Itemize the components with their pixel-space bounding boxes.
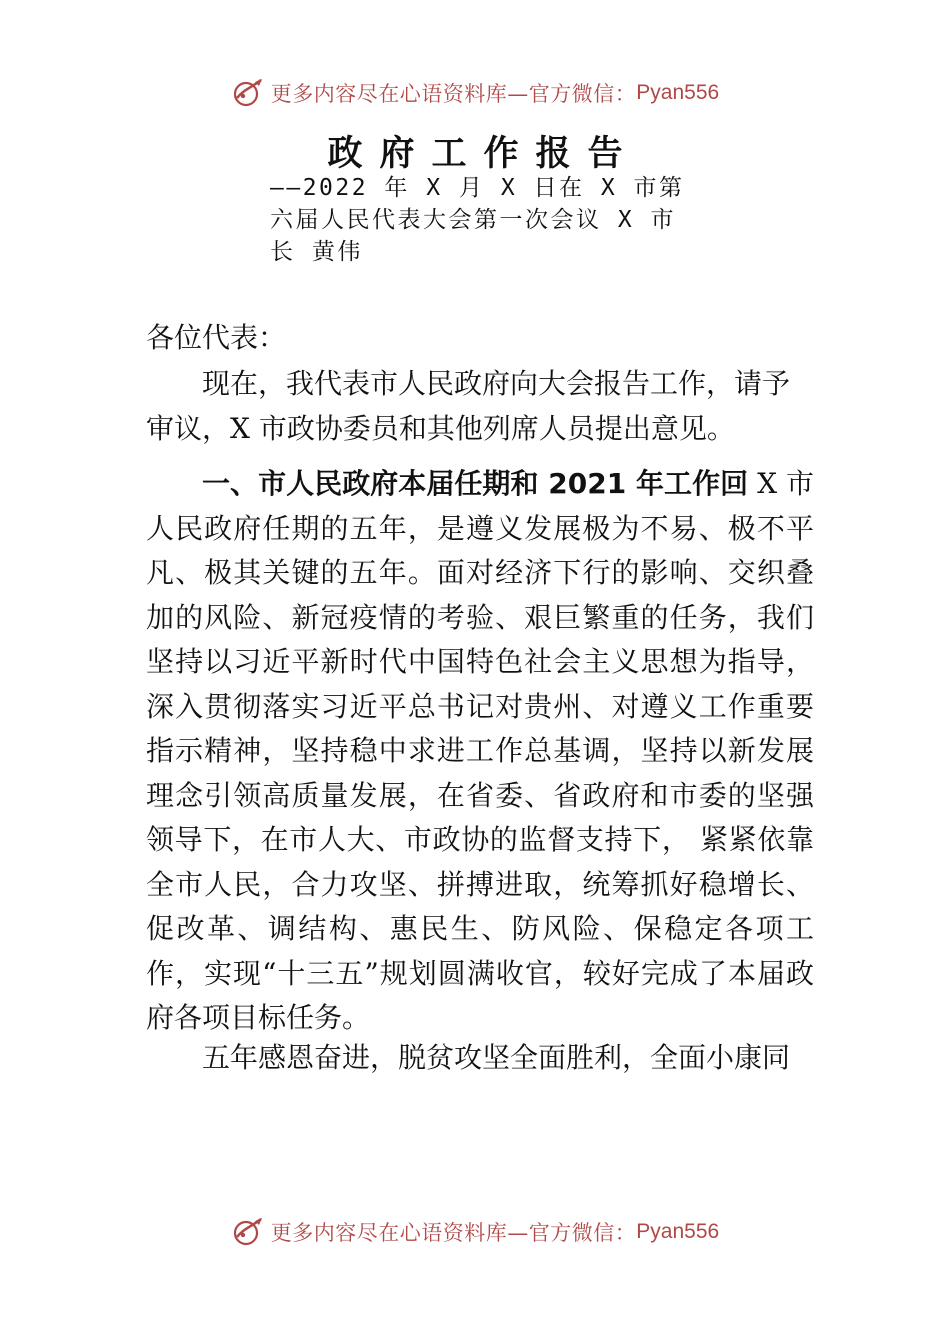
pen-logo-icon	[231, 1215, 265, 1249]
watermark-text: 更多内容尽在心语资料库—官方微信：	[270, 1221, 637, 1245]
watermark-top	[0, 73, 950, 113]
section1-heading: 一、市人民政府本届任期和 2021 年工作回	[202, 467, 749, 500]
watermark-text: 更多内容尽在心语资料库—官方微信：	[270, 82, 637, 106]
watermark-wechat-id: Pyan556	[636, 81, 720, 104]
paragraph-poverty: 五年感恩奋进，脱贫攻坚全面胜利，全面小康同	[202, 1041, 791, 1074]
watermark-bottom	[0, 1212, 950, 1252]
paragraph-intro: 现在，我代表市人民政府向大会报告工作，请予审议，X 市政协委员和其他列席人员提出意见。	[146, 367, 791, 445]
watermark-wechat-id: Pyan556	[636, 1220, 720, 1243]
section1-body: X 市人民政府任期的五年，是遵义发展极为不易、极不平凡、极其关键的五年。面对经济下行的影响、交织叠加的风险、新冠疫情的考验、艰巨繁重的任务，我们坚持以习近平新时代中国特色社会主义思想为指导，深入贯彻落实习近平总书记对贵州、对遵义工作重要指示精神，坚持稳中求进工作总基调，坚持以新发展理念引领高质量发展，在省委、省政府和市委的坚强领导下，在市人大、市政协的监督支持下， 紧紧依靠全市人民，合力攻坚、拼搏进取，统筹抓好稳增长、促改革、调结构、惠民生、防风险、保稳定各项工作，实现“十三五”规划圆满收官，较好完成了本届政府各项目标任务。	[146, 467, 814, 1034]
pen-logo-icon	[231, 76, 265, 110]
salutation: 各位代表：	[146, 321, 287, 354]
paragraph-section1	[146, 462, 814, 1041]
document-title: 政府工作报告	[327, 133, 640, 174]
document-subtitle: ——2022 年 X 月 X 日在 X 市第六届人民代表大会第一次会议 X 市长 黄伟	[270, 175, 685, 265]
